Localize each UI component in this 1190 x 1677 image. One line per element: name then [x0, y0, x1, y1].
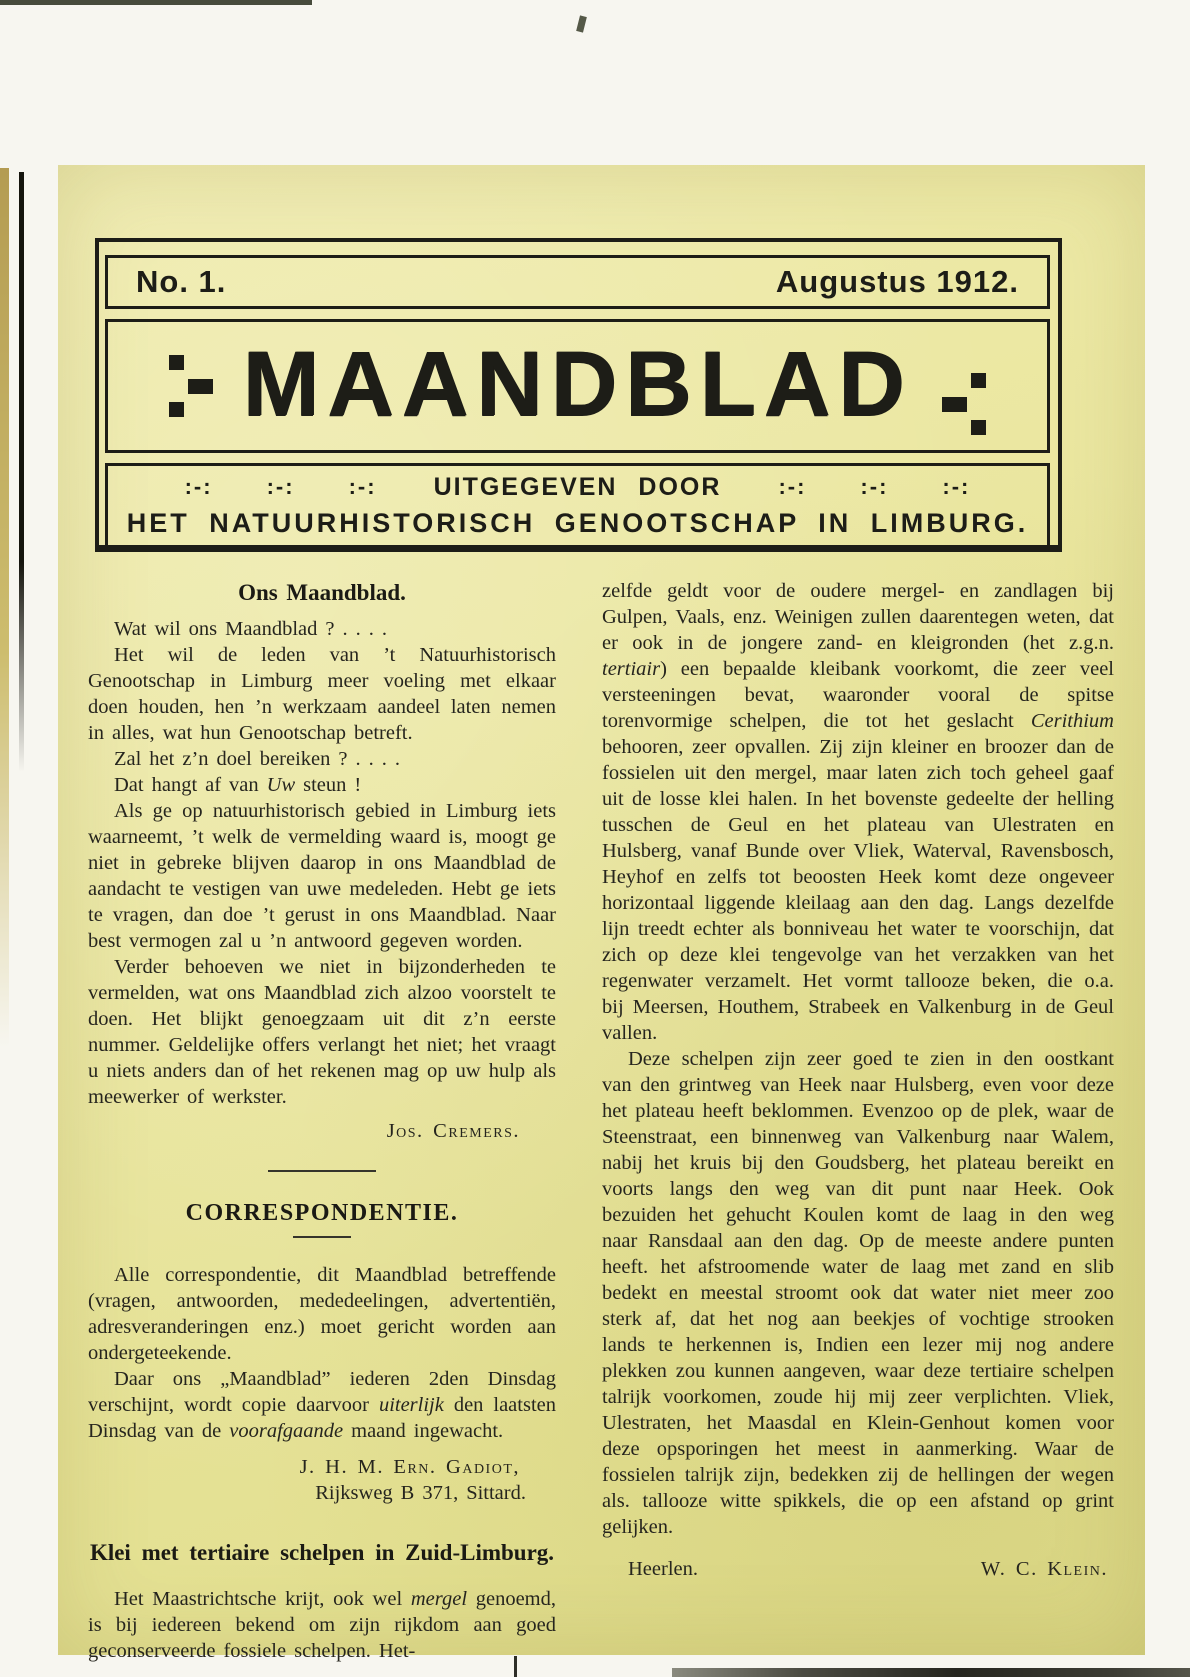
heading-underline	[293, 1236, 351, 1238]
journal-title: MAANDBLAD	[242, 333, 913, 435]
paragraph: Het wil de leden van ’t Natuurhistorisch Genootschap in Limburg meer voeling met elkaar doen houden, hen ’n werkzaam aandeel laten nemen in alles, wat hun Genootschap betreft.	[88, 644, 556, 744]
article-heading: Ons Maandblad.	[238, 580, 406, 605]
paragraph: Deze schelpen zijn zeer goed te zien in den oostkant van den grintweg van Heek naar Hulsberg, even voor deze het plateau heeft beklommen. Evenzoo op de plek, waar de Steenstraat, een binnenweg van Valkenburg naar Walem, nabij het kruis bij den Goudsberg, het plateau bereikt en voorts langs den weg van dit punt naar Heek. Ook bezuiden het gehucht Koulen komt de laag in den weg naar Ransdaal aan den dag. Op de meeste andere punten heeft. het afstroomende water de laag met zand en slib bedekt en meestal stroomt ook dat water niet meer zoo sterk af, dat het nog aan beekjes of vochtige strooken lands te herkennen is, Indien een lezer mij nog andere plekken zou kunnen aangeven, waar deze tertiaire schelpen talrijk voorkomen, zoude hij mij zeer verplichten. Vliek, Ulestraten, het Maasdal en Klein-Genhout komen voor deze opsporingen het meest in aanmerking. Waar de fossielen talrijk zijn, bedekken zij de hellingen der wegen als. tallooze witte spikkels, die op een afstand op grint gelijken.	[602, 1048, 1114, 1538]
paragraph: Dat hangt af van Uw steun !	[114, 774, 362, 796]
footer-place: Heerlen.	[628, 1558, 698, 1580]
imprint-ornament: :-:	[942, 474, 971, 499]
article-heading: Klei met tertiaire schelpen in Zuid-Limburg.	[89, 1540, 555, 1565]
issue-number: No. 1.	[136, 264, 227, 299]
paragraph: Zal het z’n doel bereiken ? . . . .	[114, 748, 400, 770]
scan-bottom-bar	[672, 1668, 1190, 1677]
imprint-label: UITGEGEVEN DOOR	[433, 472, 722, 501]
signature-block-gadiot	[88, 1454, 556, 1506]
paragraph: Als ge op natuurhistorisch gebied in Limburg iets waarneemt, ’t welk de vermelding waard is, moogt ge niet in gebreke blijven daarop in ons Maandblad de aandacht te vestigen van uwe medeleden. Hebt ge iets te vragen, dan doe ’t gerust in ons Maandblad. Naar best vermogen zal u ’n antwoord gegeven worden.	[88, 800, 556, 952]
paragraph: Daar ons „Maandblad” iederen 2den Dinsdag verschijnt, wordt copie daarvoor uiterlijk den laatsten Dinsdag van de voorafgaande maand ingewacht.	[88, 1368, 557, 1442]
signature-gadiot-address: Rijksweg B 371, Sittard.	[315, 1482, 526, 1504]
right-column-text	[602, 578, 1114, 1540]
signature-gadiot-name: J. H. M. Ern. Gadiot,	[299, 1456, 520, 1478]
publisher-name: HET NATUURHISTORISCH GENOOTSCHAP IN LIMBURG.	[126, 507, 1029, 538]
title-ornament-left	[167, 355, 213, 417]
scan-edge-sliver	[0, 168, 9, 1048]
journal-page	[58, 165, 1145, 1662]
imprint-ornament: :-:	[184, 474, 213, 499]
paragraph: Wat wil ons Maandblad ? . . . .	[114, 618, 387, 640]
article3-text	[88, 1586, 556, 1664]
paragraph: Alle correspondentie, dit Maandblad betreffende (vragen, antwoorden, mededeelingen, advertentiën, adresveranderingen enz.) moet gericht worden aan ondergeteekende.	[88, 1264, 556, 1364]
column-gutter	[556, 578, 602, 1664]
article2-text	[88, 1262, 556, 1444]
paragraph: Het Maastrichtsche krijt, ook wel mergel genoemd, is bij iedereen bekend om zijn rijkdom aan goed geconserveerde fossiele schelpen. Het-	[88, 1588, 556, 1662]
imprint-line1	[158, 473, 998, 502]
imprint-ornament: :-:	[778, 474, 807, 499]
footer-author: W. C. Klein.	[980, 1558, 1108, 1580]
signature-cremers: Jos. Cremers.	[386, 1120, 520, 1142]
article-heading: CORRESPONDENTIE.	[185, 1200, 459, 1226]
paragraph: Verder behoeven we niet in bijzonderheden te vermelden, wat ons Maandblad zich alzoo voorstelt te doen. Het blijkt genoegzaam uit dit z’n eerste nummer. Geldelijke offers verlangt het niet; het vraagt u niets anders dan of het rekenen mag op uw hulp als meewerker of werkster.	[88, 956, 556, 1108]
issue-date: Augustus 1912.	[775, 264, 1019, 299]
text-columns	[88, 578, 1114, 1664]
issue-row	[105, 255, 1050, 309]
title-ornament-right	[942, 373, 988, 435]
masthead-title-box	[105, 319, 1050, 453]
masthead-frame	[95, 238, 1062, 552]
scan-edge-strip	[0, 0, 312, 5]
scan-speck	[576, 15, 587, 32]
article-footer	[602, 1556, 1114, 1582]
article1-text	[88, 616, 556, 1110]
imprint-ornament: :-:	[860, 474, 889, 499]
paragraph: zelfde geldt voor de oudere mergel- en zandlagen bij Gulpen, Vaals, enz. Weinigen zullen daarentegen weten, dat er ook in de jongere zand- en kleigronden (het z.g.n. tertiair) een bepaalde kleibank voorkomt, die zeer veel versteeningen bevat, waaronder vooral de spitse torenvormige schelpen, die tot het geslacht Cerithium behooren, zeer opvallen. Zij zijn kleiner en broozer dan de fossielen uit den mergel, maar laten zich toch geheel gaaf uit de losse klei halen. In het bovenste gedeelte der helling tusschen de Geul en het plateau van Ulestraten en Hulsberg, vanaf Bunde over Vliek, Waterval, Ravensbosch, Heyhof en zelfs tot beoosten Heek komt deze ongeveer horizontaal liggende kleilaag aan den dag. Langs dezelfde lijn treedt echter als bonniveau het water te voorschijn, dat zich op deze klei tengevolge van het verzakken van het regenwater verzamelt. Het vormt tallooze beken, die o.a. bij Meersen, Houthem, Strabeek en Valkenburg in de Geul vallen.	[602, 580, 1114, 1044]
imprint-ornament: :-:	[348, 474, 377, 499]
imprint-box	[105, 463, 1050, 548]
imprint-ornament: :-:	[266, 474, 295, 499]
right-column	[602, 578, 1114, 1664]
scan-edge-line	[19, 172, 24, 772]
section-divider	[268, 1170, 376, 1172]
left-column	[88, 578, 556, 1664]
